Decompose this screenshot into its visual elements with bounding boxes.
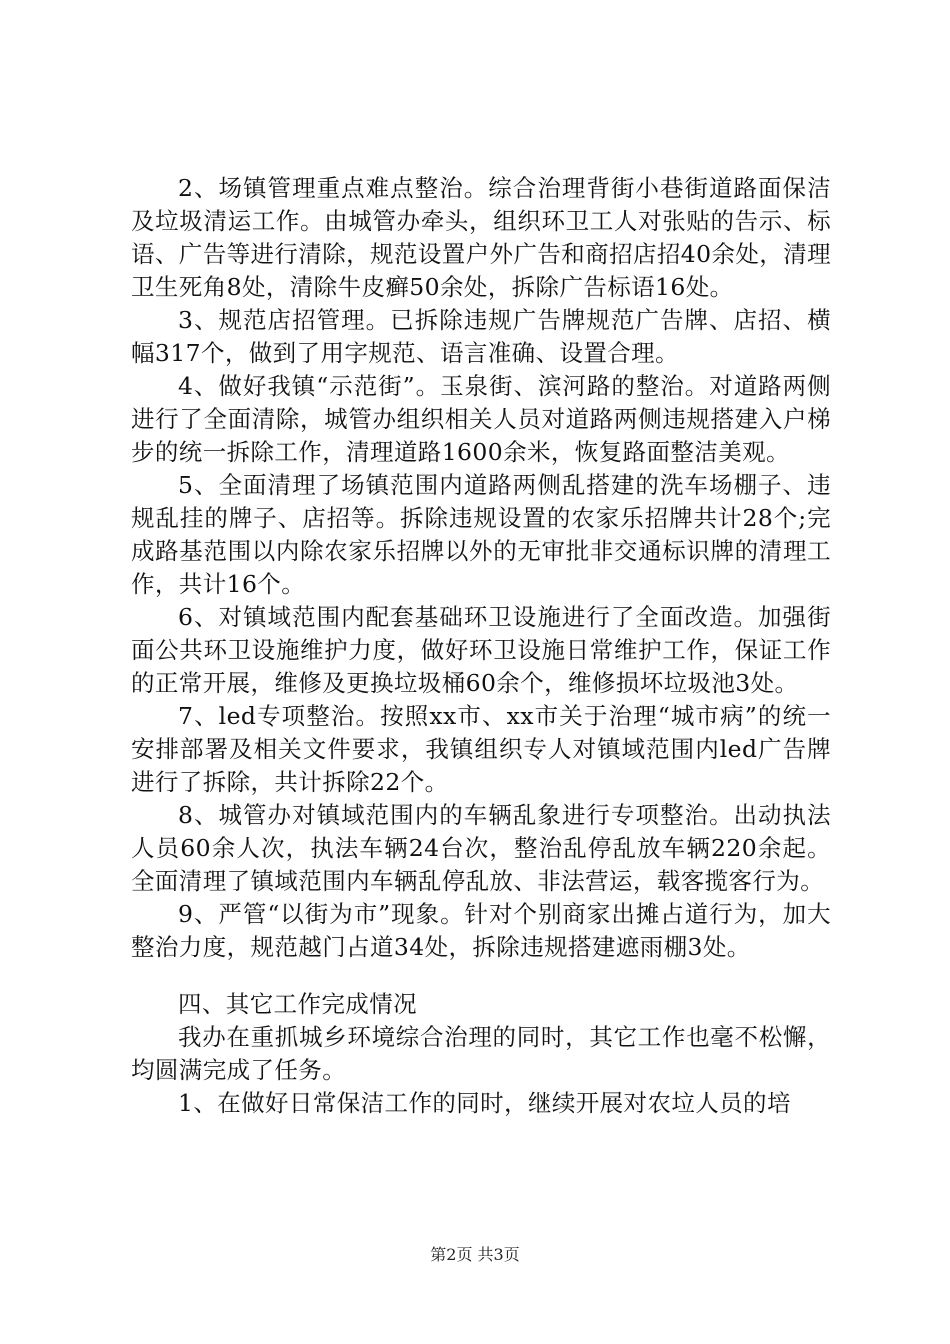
paragraph-7: 7、led专项整治。按照xx市、xx市关于治理“城市病”的统一安排部署及相关文件要求，我镇组织专人对镇域范围内led广告牌进行了拆除，共计拆除22个。 bbox=[131, 702, 831, 796]
paragraph-9: 9、严管“以街为市”现象。针对个别商家出摊占道行为，加大整治力度，规范越门占道34处，拆除违规搭建遮雨棚3处。 bbox=[131, 900, 831, 961]
page-footer: 第2页 共3页 bbox=[430, 1245, 520, 1264]
paragraph-5: 5、全面清理了场镇范围内道路两侧乱搭建的洗车场棚子、违规乱挂的牌子、店招等。拆除违规设置的农家乐招牌共计28个;完成路基范围以内除农家乐招牌以外的无审批非交通标识牌的清理工作，共计16个。 bbox=[131, 471, 831, 598]
section-heading: 四、其它工作完成情况 bbox=[178, 990, 417, 1018]
paragraph-other-1: 1、在做好日常保洁工作的同时，继续开展对农垃人员的培 bbox=[178, 1089, 791, 1117]
paragraph-6: 6、对镇域范围内配套基础环卫设施进行了全面改造。加强街面公共环卫设施维护力度，做好环卫设施日常维护工作，保证工作的正常开展，维修及更换垃圾桶60余个，维修损坏垃圾池3处。 bbox=[131, 603, 831, 697]
paragraph-3: 3、规范店招管理。已拆除违规广告牌规范广告牌、店招、横幅317个，做到了用字规范、语言准确、设置合理。 bbox=[131, 306, 831, 367]
section-intro: 我办在重抓城乡环境综合治理的同时，其它工作也毫不松懈，均圆满完成了任务。 bbox=[131, 1023, 831, 1084]
paragraph-2: 2、场镇管理重点难点整治。综合治理背街小巷街道路面保洁及垃圾清运工作。由城管办牵头，组织环卫工人对张贴的告示、标语、广告等进行清除，规范设置户外广告和商招店招40余处，清理卫生死角8处，清除牛皮癣50余处，拆除广告标语16处。 bbox=[131, 174, 831, 301]
section-gap bbox=[131, 964, 831, 988]
paragraph-4: 4、做好我镇“示范街”。玉泉街、滨河路的整治。对道路两侧进行了全面清除，城管办组织相关人员对道路两侧违规搭建入户梯步的统一拆除工作，清理道路1600余米，恢复路面整洁美观。 bbox=[131, 372, 831, 466]
paragraph-8: 8、城管办对镇域范围内的车辆乱象进行专项整治。出动执法人员60余人次，执法车辆24台次，整治乱停乱放车辆220余起。全面清理了镇域范围内车辆乱停乱放、非法营运，载客揽客行为。 bbox=[131, 801, 831, 895]
document-body bbox=[131, 172, 831, 1120]
